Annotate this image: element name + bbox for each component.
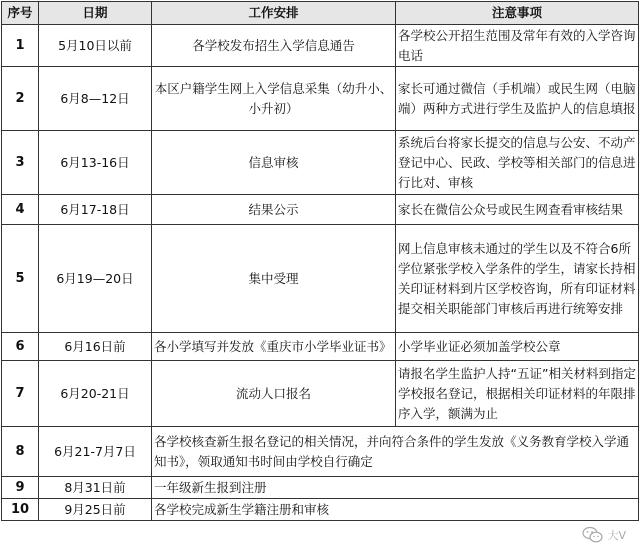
row-date: 6月16日前 bbox=[39, 333, 152, 361]
table-row bbox=[2, 361, 639, 427]
row-note: 家长在微信公众号或民生网查看审核结果 bbox=[396, 195, 639, 225]
row-date: 6月8—12日 bbox=[39, 67, 152, 131]
row-date: 6月21-7月7日 bbox=[39, 427, 152, 477]
row-num: 10 bbox=[2, 499, 39, 521]
row-task: 本区户籍学生网上入学信息采集（幼升小、小升初） bbox=[152, 67, 396, 131]
watermark bbox=[582, 526, 626, 544]
row-date: 5月10日以前 bbox=[39, 25, 152, 67]
row-task: 结果公示 bbox=[152, 195, 396, 225]
table-row bbox=[2, 499, 639, 521]
row-note: 各学校公开招生范围及常年有效的入学咨询电话 bbox=[396, 25, 639, 67]
row-num: 8 bbox=[2, 427, 39, 477]
header-row bbox=[2, 2, 639, 25]
row-note: 请报名学生监护人持“五证”相关材料到指定学校报名登记，根据相关印证材料的年限排序入学，额满为止 bbox=[396, 361, 639, 427]
row-task: 流动人口报名 bbox=[152, 361, 396, 427]
row-note: 网上信息审核未通过的学生以及不符合6所学位紧张学校入学条件的学生，请家长持相关印证材料到片区学校咨询，所有印证材料提交相关职能部门审核后再进行统筹安排 bbox=[396, 225, 639, 333]
header-note: 注意事项 bbox=[396, 2, 639, 25]
row-task: 信息审核 bbox=[152, 131, 396, 195]
row-num: 4 bbox=[2, 195, 39, 225]
row-date: 6月13-16日 bbox=[39, 131, 152, 195]
schedule-table bbox=[1, 1, 639, 521]
row-num: 2 bbox=[2, 67, 39, 131]
header-date: 日期 bbox=[39, 2, 152, 25]
table-row bbox=[2, 225, 639, 333]
row-num: 9 bbox=[2, 477, 39, 499]
row-num: 5 bbox=[2, 225, 39, 333]
table-row bbox=[2, 333, 639, 361]
row-note: 小学毕业证必须加盖学校公章 bbox=[396, 333, 639, 361]
row-num: 7 bbox=[2, 361, 39, 427]
header-num: 序号 bbox=[2, 2, 39, 25]
table-row bbox=[2, 427, 639, 477]
row-date: 6月20-21日 bbox=[39, 361, 152, 427]
row-num: 3 bbox=[2, 131, 39, 195]
row-task: 各小学填写并发放《重庆市小学毕业证书》 bbox=[152, 333, 396, 361]
row-date: 6月17-18日 bbox=[39, 195, 152, 225]
table-row bbox=[2, 477, 639, 499]
row-date: 9月25日前 bbox=[39, 499, 152, 521]
watermark-text: 大V bbox=[607, 529, 626, 542]
row-date: 8月31日前 bbox=[39, 477, 152, 499]
row-task: 各学校发布招生入学信息通告 bbox=[152, 25, 396, 67]
table-row bbox=[2, 67, 639, 131]
row-task: 一年级新生报到注册 bbox=[152, 477, 639, 499]
row-num: 1 bbox=[2, 25, 39, 67]
row-num: 6 bbox=[2, 333, 39, 361]
wechat-icon bbox=[582, 526, 604, 544]
table-row bbox=[2, 131, 639, 195]
table-row bbox=[2, 195, 639, 225]
row-task: 集中受理 bbox=[152, 225, 396, 333]
row-task: 各学校核查新生报名登记的相关情况，并向符合条件的学生发放《义务教育学校入学通知书》，领取通知书时间由学校自行确定 bbox=[152, 427, 639, 477]
row-task: 各学校完成新生学籍注册和审核 bbox=[152, 499, 639, 521]
header-task: 工作安排 bbox=[152, 2, 396, 25]
table-row bbox=[2, 25, 639, 67]
row-note: 家长可通过微信（手机端）或民生网（电脑端）两种方式进行学生及监护人的信息填报 bbox=[396, 67, 639, 131]
row-date: 6月19—20日 bbox=[39, 225, 152, 333]
row-note: 系统后台将家长提交的信息与公安、不动产登记中心、民政、学校等相关部门的信息进行比对、审核 bbox=[396, 131, 639, 195]
